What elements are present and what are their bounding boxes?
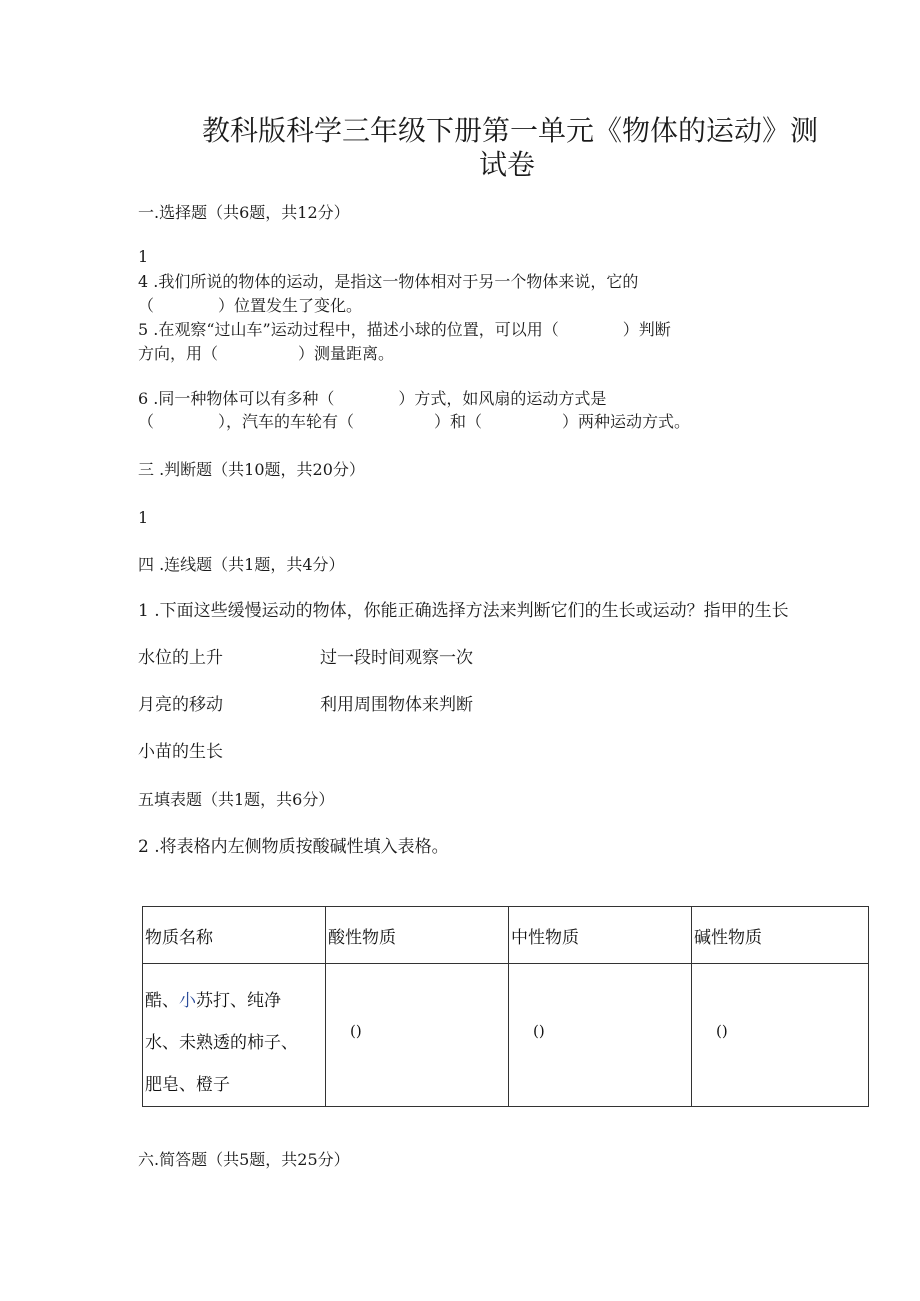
matching-right-item: 利用周围物体来判断 bbox=[320, 695, 473, 715]
substance-line: 酷、小苏打、纯净 bbox=[145, 991, 281, 1011]
section-heading-matching: 四 .连线题（共1题，共4分） bbox=[138, 555, 345, 574]
question-5-line1: 5 .在观察“过山车”运动过程中，描述小球的位置，可以用（ ）判断 bbox=[138, 320, 671, 339]
table-header-cell: 碱性物质 bbox=[692, 907, 869, 964]
section-heading-short-answer: 六.简答题（共5题，共25分） bbox=[138, 1150, 350, 1169]
section-heading-judge: 三 .判断题（共10题，共20分） bbox=[138, 460, 365, 479]
substance-list-cell bbox=[143, 964, 326, 1107]
question-6-line1: 6 .同一种物体可以有多种（ ）方式，如风扇的运动方式是 bbox=[138, 389, 607, 408]
neutral-answer-cell[interactable] bbox=[509, 964, 692, 1107]
question-6-line2: （ ），汽车的车轮有（ ）和（ ）两种运动方式。 bbox=[138, 412, 691, 431]
matching-left-item: 小苗的生长 bbox=[138, 742, 223, 762]
base-answer-cell[interactable] bbox=[692, 964, 869, 1107]
page-title-line2: 试卷 bbox=[479, 148, 536, 181]
question-number: 1 bbox=[138, 508, 149, 527]
table-row bbox=[143, 964, 869, 1107]
page-title-line1: 教科版科学三年级下册第一单元《物体的运动》测 bbox=[202, 114, 819, 147]
substance-line: 肥皂、橙子 bbox=[145, 1075, 230, 1095]
answer-blank: () bbox=[716, 1022, 728, 1040]
matching-left-item: 月亮的移动 bbox=[138, 695, 223, 715]
substance-line: 水、未熟透的柿子、 bbox=[145, 1033, 298, 1053]
table-question-2: 2 .将表格内左侧物质按酸碱性填入表格。 bbox=[138, 837, 449, 857]
acid-answer-cell[interactable] bbox=[326, 964, 509, 1107]
question-number: 1 bbox=[138, 247, 149, 266]
answer-blank: () bbox=[533, 1022, 545, 1040]
substance-table bbox=[142, 906, 869, 1107]
matching-right-item: 过一段时间观察一次 bbox=[320, 648, 473, 668]
answer-blank: () bbox=[350, 1022, 362, 1040]
section-heading-choice: 一.选择题（共6题，共12分） bbox=[138, 203, 350, 222]
matching-left-item: 水位的上升 bbox=[138, 648, 223, 668]
question-4-line2: （ ）位置发生了变化。 bbox=[138, 296, 363, 315]
table-header-cell: 物质名称 bbox=[143, 907, 326, 964]
question-5-line2: 方向，用（ ）测量距离。 bbox=[138, 344, 395, 363]
matching-question-1: 1 .下面这些缓慢运动的物体，你能正确选择方法来判断它们的生长或运动？指甲的生长 bbox=[138, 601, 789, 621]
question-4-line1: 4 .我们所说的物体的运动，是指这一物体相对于另一个物体来说，它的 bbox=[138, 272, 639, 291]
table-header-row bbox=[143, 907, 869, 964]
section-heading-table: 五填表题（共1题，共6分） bbox=[138, 790, 335, 809]
table-header-cell: 酸性物质 bbox=[326, 907, 509, 964]
table-header-cell: 中性物质 bbox=[509, 907, 692, 964]
